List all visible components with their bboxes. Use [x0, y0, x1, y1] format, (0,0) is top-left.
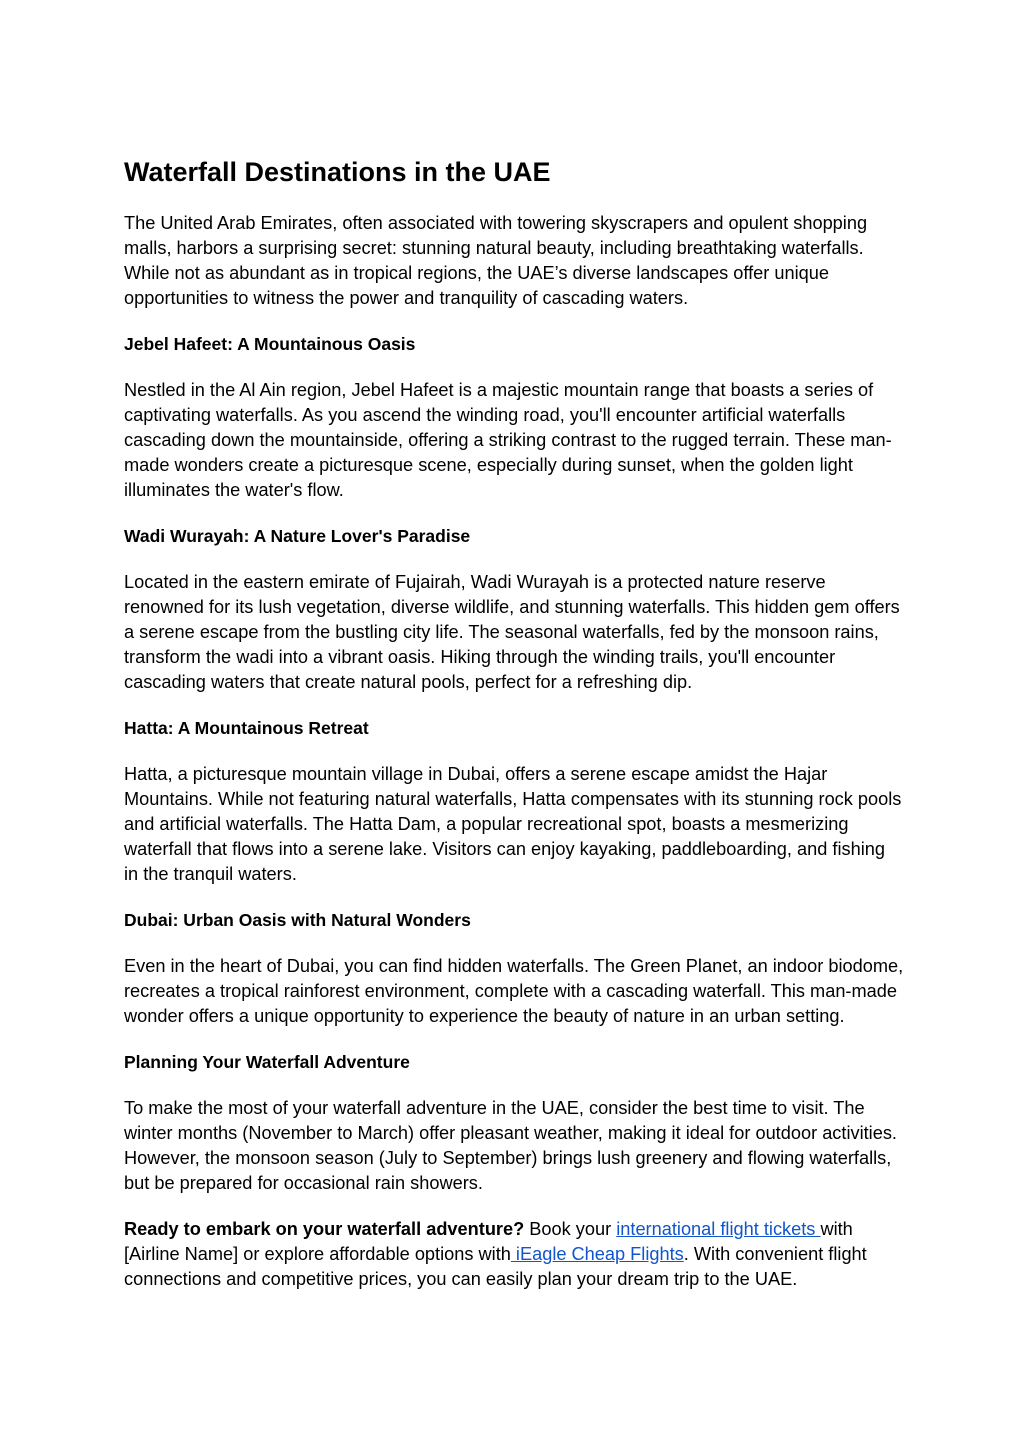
section-body-hatta: Hatta, a picturesque mountain village in Dubai, offers a serene escape amidst the Hajar Mountains. While not featuring natural waterfalls, Hatta compensates with its stunning rock pools and artificial waterfalls. The Hatta Dam, a popular recreational spot, boasts a mesmerizing waterfall that flows into a serene lake. Visitors can enjoy kayaking, paddleboarding, and fishing in the tranquil waters. — [124, 764, 902, 884]
document-page — [124, 152, 904, 1313]
cta-text-2: with [Airline Name] or explore affordable options with — [124, 1219, 853, 1264]
document-title: Waterfall Destinations in the UAE — [124, 157, 551, 187]
section-body-wadi-wurayah: Located in the eastern emirate of Fujairah, Wadi Wurayah is a protected nature reserve renowned for its lush vegetation, diverse wildlife, and stunning waterfalls. This hidden gem offers a serene escape from the bustling city life. The seasonal waterfalls, fed by the monsoon rains, transform the wadi into a vibrant oasis. Hiking through the winding trails, you'll encounter cascading waters that create natural pools, perfect for a refreshing dip. — [124, 572, 900, 692]
section-heading-dubai: Dubai: Urban Oasis with Natural Wonders — [124, 910, 471, 930]
section-body-planning: To make the most of your waterfall adventure in the UAE, consider the best time to visit. The winter months (November to March) offer pleasant weather, making it ideal for outdoor activities. However, the monsoon season (July to September) brings lush greenery and flowing waterfalls, but be prepared for occasional rain showers. — [124, 1098, 897, 1193]
cta-text-3: . With convenient flight connections and competitive prices, you can easily plan your dream trip to the UAE. — [124, 1244, 867, 1289]
call-to-action-paragraph — [124, 1217, 904, 1292]
section-body-dubai: Even in the heart of Dubai, you can find hidden waterfalls. The Green Planet, an indoor biodome, recreates a tropical rainforest environment, complete with a cascading waterfall. This man-made wonder offers a unique opportunity to experience the beauty of nature in an urban setting. — [124, 956, 904, 1026]
cta-text-1: Book your — [524, 1219, 617, 1239]
section-body-jebel-hafeet: Nestled in the Al Ain region, Jebel Hafeet is a majestic mountain range that boasts a series of captivating waterfalls. As you ascend the winding road, you'll encounter artificial waterfalls cascading down the mountainside, offering a striking contrast to the rugged terrain. These man-made wonders create a picturesque scene, especially during sunset, when the golden light illuminates the water's flow. — [124, 380, 892, 500]
cta-bold-lead: Ready to embark on your waterfall adventure? — [124, 1219, 525, 1239]
section-heading-planning: Planning Your Waterfall Adventure — [124, 1052, 410, 1072]
section-heading-wadi-wurayah: Wadi Wurayah: A Nature Lover's Paradise — [124, 526, 471, 546]
intro-paragraph: The United Arab Emirates, often associated with towering skyscrapers and opulent shopping malls, harbors a surprising secret: stunning natural beauty, including breathtaking waterfalls. While not as abundant as in tropical regions, the UAE’s diverse landscapes offer unique opportunities to witness the power and tranquility of cascading waters. — [124, 213, 868, 308]
ieagle-cheap-flights-link[interactable]: iEagle Cheap Flights — [510, 1244, 684, 1264]
section-heading-jebel-hafeet: Jebel Hafeet: A Mountainous Oasis — [124, 334, 416, 354]
international-flight-tickets-link[interactable]: international flight tickets — [616, 1219, 821, 1239]
section-heading-hatta: Hatta: A Mountainous Retreat — [124, 718, 369, 738]
